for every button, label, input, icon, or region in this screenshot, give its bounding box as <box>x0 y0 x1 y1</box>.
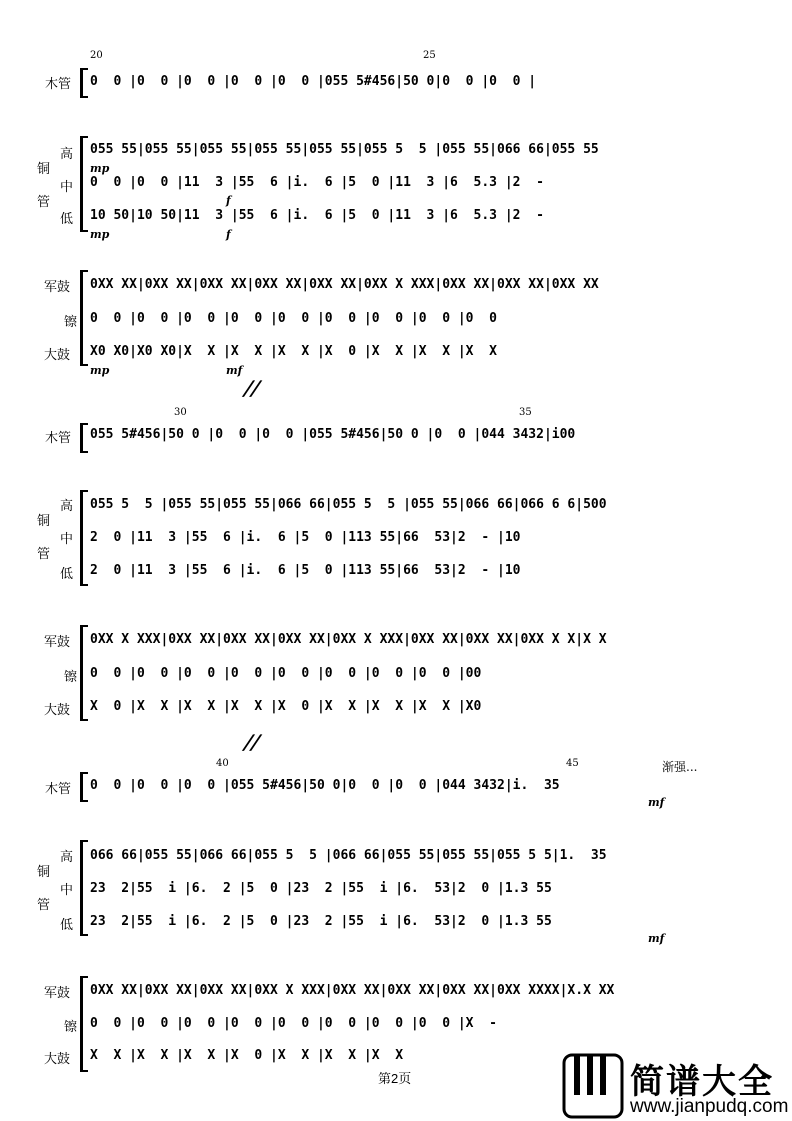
label-dagu: 大鼓 <box>44 348 71 363</box>
label-guan: 管 <box>37 898 51 913</box>
system-separator: // <box>240 730 264 754</box>
watermark-logo <box>562 1050 792 1121</box>
label-di: 低 <box>60 212 74 227</box>
label-cha: 镲 <box>64 670 78 685</box>
label-zhong: 中 <box>60 883 74 898</box>
staff-di: 10 50|10 50|11 3 |55 6 |i. 6 |5 0 |11 3 |6 5.3 |2 - <box>90 208 552 223</box>
dynamic-mp: mp <box>90 364 110 377</box>
label-kugu: 军鼓 <box>44 280 71 295</box>
staff-dagu: X X |X X |X X |X 0 |X X |X X |X X <box>90 1048 411 1063</box>
measure-number: 30 <box>174 407 187 418</box>
dynamic-mf: mf <box>648 932 665 945</box>
dynamic-mp: mp <box>90 228 110 241</box>
label-gao: 高 <box>60 499 74 514</box>
label-dagu: 大鼓 <box>44 703 71 718</box>
staff-zhong: 2 0 |11 3 |55 6 |i. 6 |5 0 |113 55|66 53|2 - |10 <box>90 530 521 545</box>
staff-cha: 0 0 |0 0 |0 0 |0 0 |0 0 |0 0 |0 0 |0 0 |00 <box>90 666 482 681</box>
label-guan: 管 <box>37 195 51 210</box>
measure-number: 40 <box>216 758 229 769</box>
watermark-title: 简谱大全 <box>630 1063 774 1101</box>
dynamic-mf: mf <box>226 364 243 377</box>
bracket-percussion <box>80 976 87 1072</box>
staff-muguan: 0 0 |0 0 |0 0 |055 5#456|50 0|0 0 |0 0 |044 3432|i. 35 <box>90 778 560 793</box>
label-zhong: 中 <box>60 532 74 547</box>
label-tong: 铜 <box>37 865 51 880</box>
staff-cha: 0 0 |0 0 |0 0 |0 0 |0 0 |0 0 |0 0 |0 0 |X - <box>90 1016 505 1031</box>
staff-muguan: 055 5#456|50 0 |0 0 |0 0 |055 5#456|50 0 |0 0 |044 3432|i00 <box>90 427 576 442</box>
label-cha: 镲 <box>64 1020 78 1035</box>
bracket-muguan <box>80 423 87 453</box>
staff-muguan: 0 0 |0 0 |0 0 |0 0 |0 0 |055 5#456|50 0|0 0 |0 0 | <box>90 74 537 89</box>
bracket-percussion <box>80 270 87 366</box>
staff-zhong: 23 2|55 i |6. 2 |5 0 |23 2 |55 i |6. 53|2 0 |1.3 55 <box>90 881 552 896</box>
label-di: 低 <box>60 567 74 582</box>
label-muguan: 木管 <box>45 782 72 797</box>
dynamic-mp: mp <box>90 162 110 175</box>
measure-number: 25 <box>423 50 436 61</box>
staff-dagu: X0 X0|X0 X0|X X |X X |X X |X 0 |X X |X X |X X <box>90 344 505 359</box>
bracket-tongguan <box>80 840 87 936</box>
staff-cha: 0 0 |0 0 |0 0 |0 0 |0 0 |0 0 |0 0 |0 0 |0 0 <box>90 311 505 326</box>
staff-kugu: 0XX XX|0XX XX|0XX XX|0XX XX|0XX XX|0XX X XXX|0XX XX|0XX XX|0XX XX <box>90 277 599 292</box>
label-tong: 铜 <box>37 514 51 529</box>
staff-gao: 055 5 5 |055 55|055 55|066 66|055 5 5 |055 55|066 66|066 6 6|500 <box>90 497 607 512</box>
label-kugu: 军鼓 <box>44 635 71 650</box>
dynamic-f: f <box>226 194 231 207</box>
label-gao: 高 <box>60 850 74 865</box>
staff-kugu: 0XX XX|0XX XX|0XX XX|0XX X XXX|0XX XX|0XX XX|0XX XX|0XX XXXX|X.X XX <box>90 983 615 998</box>
system-separator: // <box>240 376 264 400</box>
staff-dagu: X 0 |X X |X X |X X |X 0 |X X |X X |X X |X0 <box>90 699 482 714</box>
piano-keys-icon <box>562 1053 624 1119</box>
crescendo-marking: 渐强... <box>662 760 698 774</box>
staff-di: 2 0 |11 3 |55 6 |i. 6 |5 0 |113 55|66 53|2 - |10 <box>90 563 521 578</box>
dynamic-mf: mf <box>648 796 665 809</box>
label-muguan: 木管 <box>45 77 72 92</box>
watermark-url: www.jianpudq.com <box>630 1096 789 1117</box>
bracket-percussion <box>80 625 87 721</box>
staff-gao: 066 66|055 55|066 66|055 5 5 |066 66|055 55|055 55|055 5 5|1. 35 <box>90 848 607 863</box>
label-guan: 管 <box>37 547 51 562</box>
label-kugu: 军鼓 <box>44 986 71 1001</box>
measure-number: 45 <box>566 758 579 769</box>
label-cha: 镲 <box>64 315 78 330</box>
label-dagu: 大鼓 <box>44 1052 71 1067</box>
staff-kugu: 0XX X XXX|0XX XX|0XX XX|0XX XX|0XX X XXX|0XX XX|0XX XX|0XX X X|X X <box>90 632 607 647</box>
staff-zhong: 0 0 |0 0 |11 3 |55 6 |i. 6 |5 0 |11 3 |6 5.3 |2 - <box>90 175 552 190</box>
staff-di: 23 2|55 i |6. 2 |5 0 |23 2 |55 i |6. 53|2 0 |1.3 55 <box>90 914 552 929</box>
staff-gao: 055 55|055 55|055 55|055 55|055 55|055 5 5 |055 55|066 66|055 55 <box>90 142 599 157</box>
bracket-muguan <box>80 68 87 98</box>
measure-number: 35 <box>519 407 532 418</box>
bracket-tongguan <box>80 490 87 586</box>
bracket-tongguan <box>80 136 87 232</box>
measure-number: 20 <box>90 50 103 61</box>
label-zhong: 中 <box>60 180 74 195</box>
label-di: 低 <box>60 918 74 933</box>
bracket-muguan <box>80 772 87 802</box>
label-tong: 铜 <box>37 162 51 177</box>
dynamic-f: f <box>226 228 231 241</box>
label-gao: 高 <box>60 147 74 162</box>
label-muguan: 木管 <box>45 431 72 446</box>
page-number: 第2页 <box>378 1071 412 1086</box>
